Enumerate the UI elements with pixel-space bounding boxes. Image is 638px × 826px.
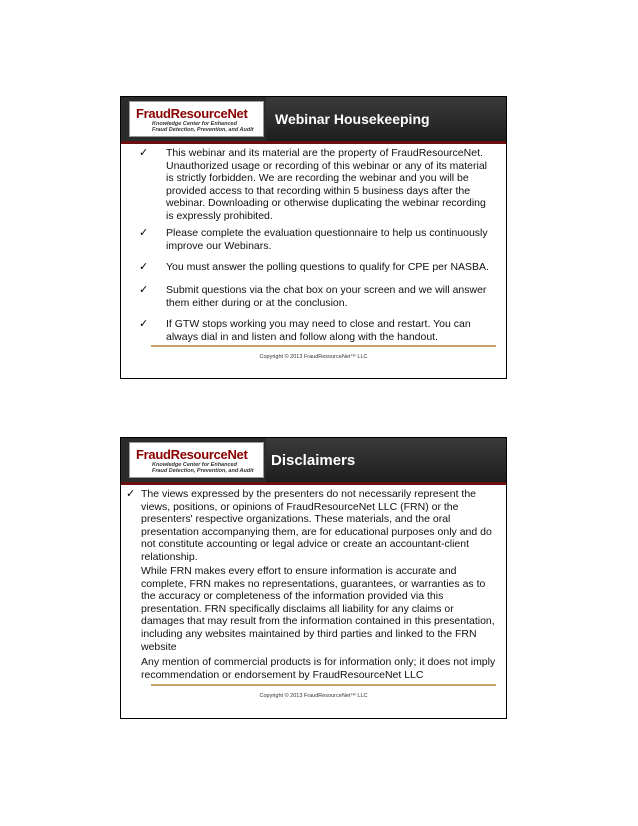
brand-tagline-1: Knowledge Center for Enhanced bbox=[152, 120, 237, 127]
bullet-item bbox=[126, 488, 504, 564]
bullet-item bbox=[139, 261, 506, 274]
brand-name: FraudResourceNet bbox=[136, 105, 248, 121]
bullet-item bbox=[139, 284, 496, 309]
bullet-text: If GTW stops working you may need to close and restart. You can always dial in and listen and follow along with the handout. bbox=[166, 318, 471, 343]
slide-header bbox=[121, 438, 506, 485]
paragraph: Any mention of commercial products is for information only; it does not imply recommendation or endorsement by FraudResourceNet LLC bbox=[141, 656, 496, 681]
brand-tagline-2: Fraud Detection, Prevention, and Audit bbox=[152, 467, 254, 474]
copyright-text: Copyright © 2013 FraudResourceNet™ LLC bbox=[259, 693, 368, 699]
slide-title: Webinar Housekeeping bbox=[275, 111, 430, 127]
slide-header bbox=[121, 97, 506, 144]
brand-logo bbox=[129, 101, 264, 137]
check-mark-icon: ✓ bbox=[139, 284, 149, 296]
bullet-text: You must answer the polling questions to qualify for CPE per NASBA. bbox=[166, 261, 489, 273]
copyright-text: Copyright © 2013 FraudResourceNet™ LLC bbox=[259, 354, 368, 360]
paragraph: While FRN makes every effort to ensure information is accurate and complete, FRN makes no representations, guarantees, or warranties as to the accuracy or completeness of the information provided via this presentation. FRN specifically disclaims all liability for any claims or damages that may result from the information contained in this presentation, including any websites maintained by third parties and linked to the FRN website bbox=[141, 565, 495, 653]
bullet-text: Submit questions via the chat box on your screen and we will answer them either during or at the conclusion. bbox=[166, 284, 487, 309]
slide-webinar-housekeeping bbox=[120, 96, 507, 379]
check-mark-icon: ✓ bbox=[139, 261, 149, 273]
bullet-item bbox=[139, 318, 496, 343]
check-mark-icon: ✓ bbox=[139, 318, 149, 330]
check-mark-icon: ✓ bbox=[139, 147, 149, 159]
footer-rule bbox=[151, 684, 496, 686]
slide-title: Disclaimers bbox=[271, 451, 356, 469]
bullet-item bbox=[139, 147, 496, 223]
check-mark-icon: ✓ bbox=[139, 227, 149, 239]
brand-tagline-1: Knowledge Center for Enhanced bbox=[152, 461, 237, 468]
brand-logo bbox=[129, 442, 264, 478]
check-mark-icon: ✓ bbox=[126, 488, 136, 500]
brand-name: FraudResourceNet bbox=[136, 446, 248, 462]
footer-rule bbox=[151, 345, 496, 347]
bullet-text: The views expressed by the presenters do not necessarily represent the views, positions, or opinions of FraudResourceNet LLC (FRN) or the presenters' respective organizations. These materials, and the oral presentation accompanying them, are for educational purposes only and do not constitute accounting or legal advice or create an accountant-client relationship. bbox=[141, 488, 492, 563]
bullet-text: Please complete the evaluation questionnaire to help us continuously improve our Webinars. bbox=[166, 227, 488, 252]
bullet-text: This webinar and its material are the property of FraudResourceNet. Unauthorized usage or recording of this webinar or any of its material is strictly forbidden. We are recording the webinar and you will be provided access to that recording within 5 business days after the webinar. Downloading or otherwise duplicating the webinar recording is expressly prohibited. bbox=[166, 147, 487, 222]
slide-disclaimers bbox=[120, 437, 507, 719]
bullet-item bbox=[139, 227, 496, 252]
brand-tagline-2: Fraud Detection, Prevention, and Audit bbox=[152, 126, 254, 133]
